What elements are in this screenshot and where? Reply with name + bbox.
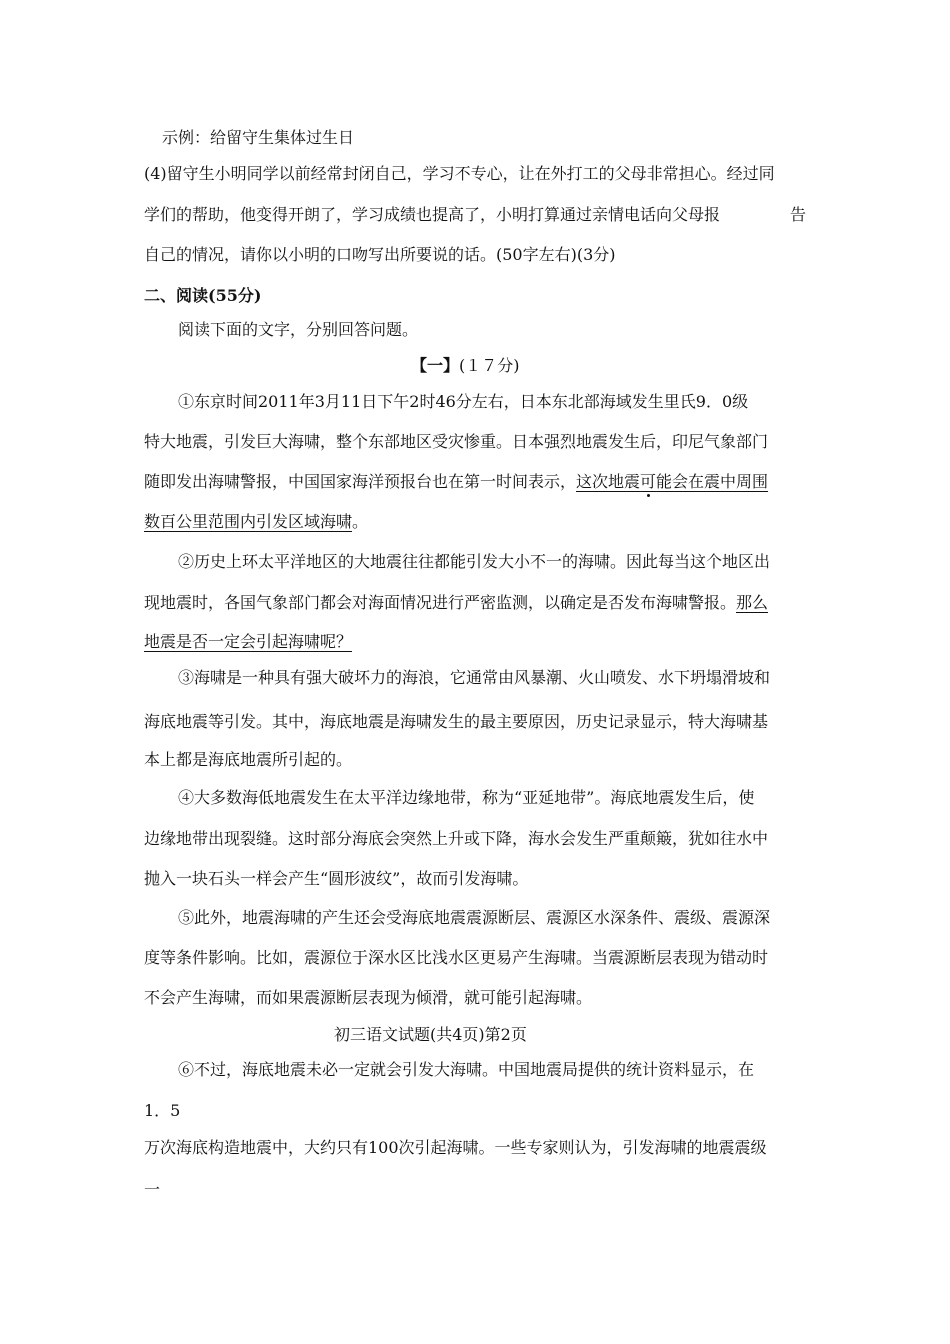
q4-example: 示例：给留守生集体过生日 [162, 128, 355, 147]
para-2-line-2 [144, 593, 768, 613]
para-4-line-3: 抛入一块石头一样会产生“圆形波纹”，故而引发海啸。 [144, 869, 529, 888]
para-4-line-1: ④大多数海低地震发生在太平洋边缘地带，称为“亚延地带”。海底地震发生后，使 [178, 788, 755, 807]
q4-line-2-end: 告 [789, 205, 806, 224]
part-title-label: 【一】 [411, 356, 460, 375]
para-6-line-1: ⑥不过，海底地震未必一定就会引发大海啸。中国地震局提供的统计资料显示，在 [178, 1060, 755, 1079]
para-1-line-3 [144, 472, 768, 492]
underlined-question-end: 地震是否一定会引起海啸呢？ [144, 632, 353, 651]
q4-line-2-text: 学们的帮助，他变得开朗了，学习成绩也提高了，小明打算通过亲情电话向父母报 [144, 205, 721, 224]
para-4-line-2: 边缘地带出现裂缝。这时部分海底会突然上升或下降，海水会发生严重颠簸，犹如往水中 [144, 829, 769, 848]
q4-line-2 [144, 205, 806, 225]
para-1-line-2: 特大地震，引发巨大海啸，整个东部地区受灾惨重。日本强烈地震发生后，印尼气象部门 [144, 432, 769, 451]
para-2-line-1: ②历史上环太平洋地区的大地震往往都能引发大小不一的海啸。因此每当这个地区出 [178, 552, 771, 571]
para-1-line-3-text: 随即发出海啸警报，中国国家海洋预报台也在第一时间表示， [144, 472, 577, 491]
underlined-text-b: 能会在震中周围 [656, 472, 769, 491]
para-1-line-1: ①东京时间2011年3月11日下午2时46分左右，日本东北部海域发生里氏9．0级 [178, 392, 749, 411]
para-2-line-2-text: 现地震时，各国气象部门都会对海面情况进行严密监测，以确定是否发布海啸警报。 [144, 593, 737, 612]
emphasis-dot-char: 可 [640, 472, 657, 491]
underlined-sentence-end: 数百公里范围内引发区域海啸 [144, 512, 353, 531]
underlined-sentence-part [576, 472, 768, 491]
para-5-line-3: 不会产生海啸，而如果震源断层表现为倾滑，就可能引起海啸。 [144, 988, 593, 1007]
para-6-line-2: 1．5 [144, 1101, 181, 1120]
section-heading: 二、阅读(55分) [144, 286, 262, 305]
para-3-line-1: ③海啸是一种具有强大破坏力的海浪，它通常由风暴潮、火山喷发、水下坍塌滑坡和 [178, 668, 771, 687]
reading-instruction: 阅读下面的文字，分别回答问题。 [178, 320, 419, 339]
underlined-text-a: 这次地震 [576, 472, 641, 491]
para-3-line-2: 海底地震等引发。其中，海底地震是海啸发生的最主要原因，历史记录显示，特大海啸基 [144, 712, 769, 731]
underlined-question-start: 那么 [736, 593, 769, 612]
para-6-line-3: 万次海底构造地震中，大约只有100次引起海啸。一些专家则认为，引发海啸的地震震级 [144, 1138, 767, 1157]
q4-line-3: 自己的情况，请你以小明的口吻写出所要说的话。(50字左右)(3分) [144, 245, 616, 264]
para-1-line-4 [144, 512, 368, 532]
part-score: (１７分) [459, 356, 520, 375]
para-3-line-3: 本上都是海底地震所引起的。 [144, 750, 353, 769]
para-5-line-2: 度等条件影响。比如，震源位于深水区比浅水区更易产生海啸。当震源断层表现为错动时 [144, 948, 769, 967]
q4-line-1: (4)留守生小明同学以前经常封闭自己，学习不专心，让在外打工的父母非常担心。经过同 [144, 164, 775, 183]
para-6-line-4: 一 [144, 1180, 161, 1199]
page-footer: 初三语文试题(共4页)第2页 [334, 1025, 527, 1044]
part-title [411, 356, 520, 376]
para-5-line-1: ⑤此外，地震海啸的产生还会受海底地震震源断层、震源区水深条件、震级、震源深 [178, 908, 771, 927]
para-1-period: 。 [352, 512, 369, 531]
